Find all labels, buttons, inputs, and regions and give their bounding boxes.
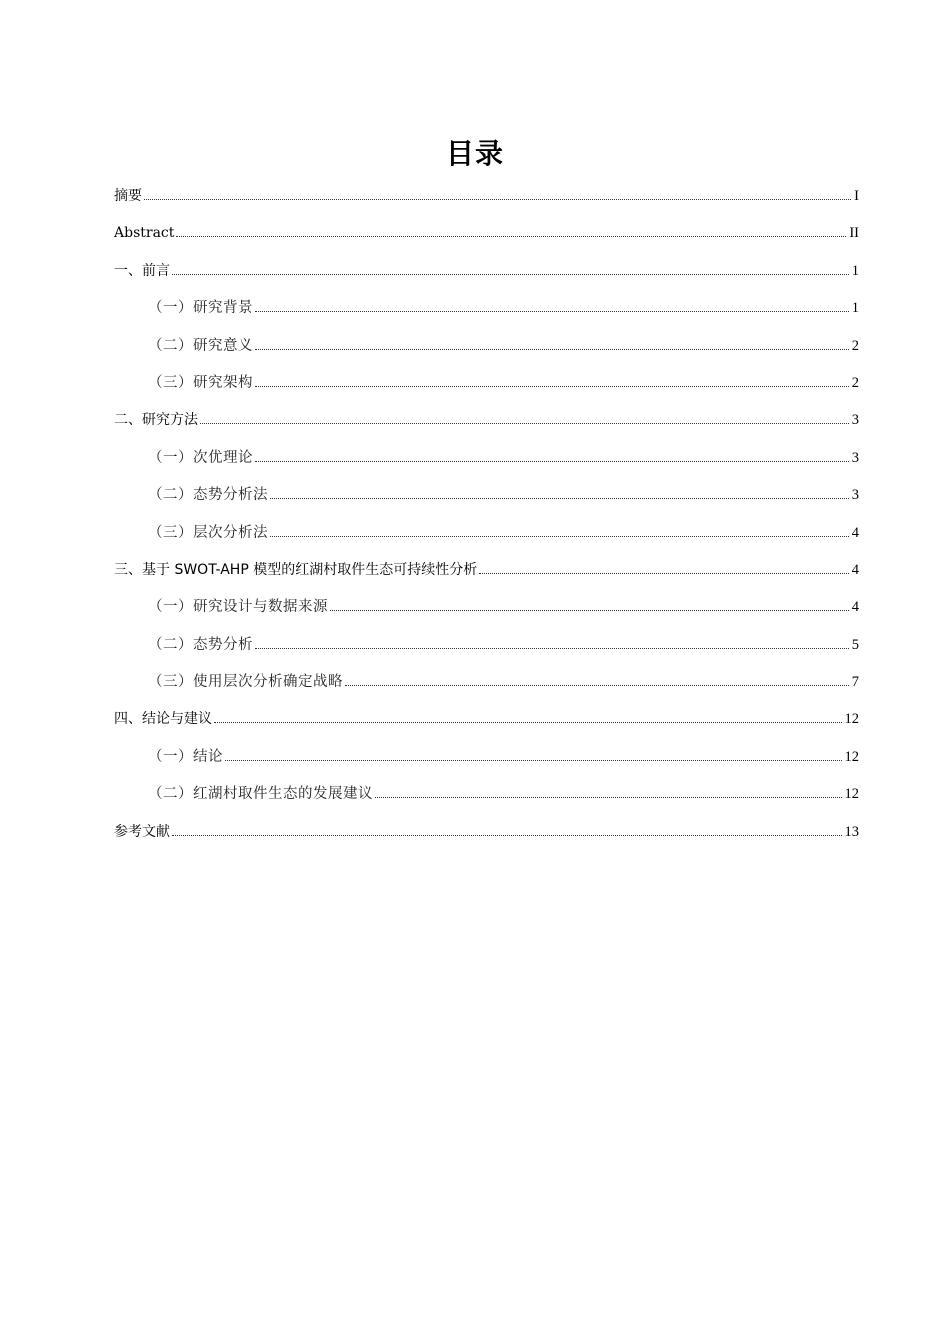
- toc-entry-label: Abstract: [114, 225, 175, 242]
- toc-entry[interactable]: [114, 817, 859, 854]
- toc-entry-label: （二）态势分析法: [148, 487, 268, 504]
- toc-entry[interactable]: [114, 779, 859, 816]
- toc-entry-label: （二）态势分析: [148, 636, 253, 653]
- toc-entry-page: 4: [851, 524, 859, 541]
- toc-entry-label: 摘要: [114, 188, 142, 204]
- toc-entry[interactable]: [114, 293, 859, 330]
- toc-entry[interactable]: [114, 443, 859, 480]
- toc-entry[interactable]: [114, 368, 859, 405]
- toc-entry-page: 13: [844, 823, 859, 840]
- toc-leader: [479, 573, 849, 574]
- toc-entry-page: I: [854, 188, 859, 204]
- toc-entry[interactable]: [114, 704, 859, 741]
- toc-leader: [176, 236, 846, 237]
- toc-leader: [375, 797, 842, 798]
- toc-entry-page: 7: [851, 674, 859, 691]
- toc-entry-label: （一）结论: [148, 748, 223, 765]
- toc-entry-label: （二）研究意义: [148, 337, 253, 354]
- toc-leader: [330, 610, 849, 611]
- toc-entry-label: （三）使用层次分析确定战略: [148, 674, 343, 691]
- toc-entry-page: 2: [851, 374, 859, 391]
- toc-entry[interactable]: [114, 742, 859, 779]
- toc-leader: [345, 685, 849, 686]
- toc-entry-page: II: [849, 225, 859, 242]
- toc-leader: [172, 835, 842, 836]
- toc-entry[interactable]: [114, 555, 859, 592]
- toc-entry-page: 3: [851, 449, 859, 466]
- toc-leader: [270, 536, 849, 537]
- toc-leader: [270, 498, 849, 499]
- toc-leader: [255, 386, 849, 387]
- toc-entry-label: （三）研究架构: [148, 374, 253, 391]
- toc-leader: [255, 311, 849, 312]
- toc-leader: [172, 274, 849, 275]
- toc-entry-page: 12: [844, 748, 859, 765]
- toc-entry-label: （二）红湖村取件生态的发展建议: [148, 786, 373, 803]
- toc-entry[interactable]: [114, 218, 859, 255]
- toc-leader: [214, 722, 842, 723]
- toc-entry[interactable]: [114, 181, 859, 218]
- toc-entry[interactable]: [114, 480, 859, 517]
- toc-entry-label: （三）层次分析法: [148, 524, 268, 541]
- toc-entry-page: 5: [851, 636, 859, 653]
- toc-entry-page: 12: [844, 711, 859, 728]
- toc-entry-page: 2: [851, 337, 859, 354]
- toc-entry-page: 4: [851, 599, 859, 616]
- toc-entry[interactable]: [114, 405, 859, 442]
- toc-entry-label: 二、研究方法: [114, 412, 198, 429]
- toc-title: 目录: [445, 137, 504, 170]
- toc-entry-page: 1: [851, 300, 859, 317]
- toc-entry[interactable]: [114, 630, 859, 667]
- toc-entry[interactable]: [114, 592, 859, 629]
- toc-entry-page: 4: [851, 561, 859, 578]
- toc-entry-label: 四、结论与建议: [114, 711, 212, 728]
- toc-leader: [255, 461, 849, 462]
- toc-entry-label: 三、基于 SWOT-AHP 模型的红湖村取件生态可持续性分析: [114, 561, 478, 578]
- toc-entry-page: 3: [851, 487, 859, 504]
- toc-entry-page: 12: [844, 786, 859, 803]
- toc-entry-label: 参考文献: [114, 823, 170, 840]
- toc-leader: [225, 760, 842, 761]
- table-of-contents: [114, 181, 859, 854]
- toc-entry[interactable]: [114, 256, 859, 293]
- toc-entry-label: （一）次优理论: [148, 449, 253, 466]
- toc-leader: [144, 199, 851, 200]
- toc-entry[interactable]: [114, 667, 859, 704]
- toc-entry[interactable]: [114, 331, 859, 368]
- toc-entry-page: 3: [851, 412, 859, 429]
- toc-entry-label: （一）研究背景: [148, 300, 253, 317]
- toc-leader: [255, 648, 849, 649]
- toc-leader: [255, 349, 849, 350]
- toc-entry-page: 1: [851, 262, 859, 279]
- toc-entry-label: （一）研究设计与数据来源: [148, 599, 328, 616]
- toc-entry-label: 一、前言: [114, 262, 170, 279]
- toc-leader: [200, 423, 849, 424]
- toc-entry[interactable]: [114, 518, 859, 555]
